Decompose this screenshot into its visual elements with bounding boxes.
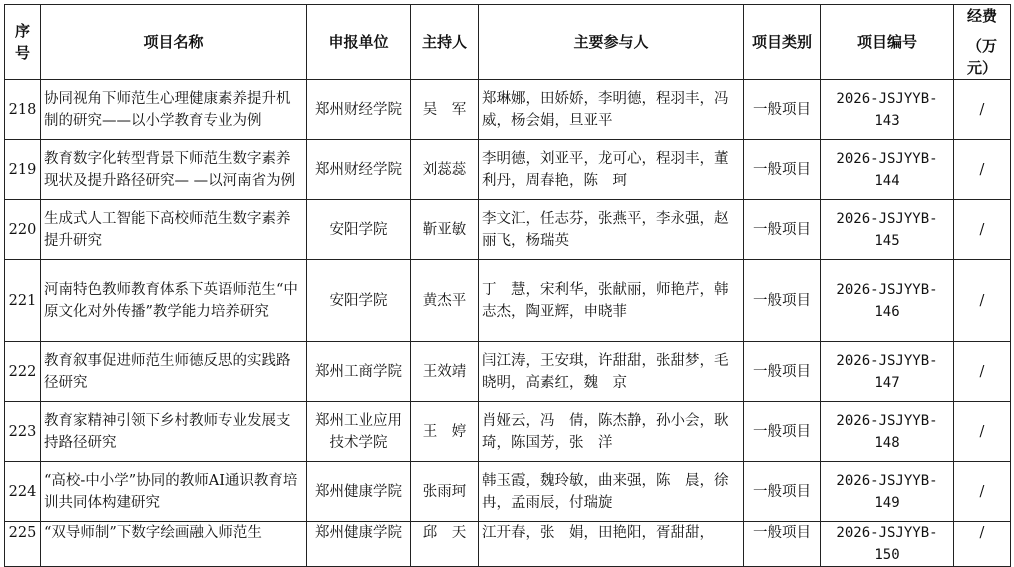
cell-unit: 安阳学院 [307, 200, 411, 260]
cell-index: 221 [5, 260, 41, 342]
cell-participants: 李文汇，任志芬，张燕平，李永强，赵丽飞，杨瑞英 [479, 200, 744, 260]
cell-participants: 李明德，刘亚平，龙可心，程羽丰，董利丹，周春艳，陈 珂 [479, 140, 744, 200]
header-code: 项目编号 [821, 5, 954, 80]
table-row [5, 260, 1011, 342]
cell-name: 河南特色教师教育体系下英语师范生“中原文化对外传播”教学能力培养研究 [41, 260, 307, 342]
table-row [5, 522, 1011, 567]
table-row [5, 80, 1011, 140]
cell-category: 一般项目 [744, 260, 821, 342]
table-row [5, 342, 1011, 402]
cell-unit: 郑州工业应用技术学院 [307, 402, 411, 462]
header-host: 主持人 [411, 5, 479, 80]
cell-name: “双导师制”下数字绘画融入师范生 [41, 522, 307, 567]
cell-unit: 郑州健康学院 [307, 522, 411, 567]
header-row [5, 5, 1011, 80]
cell-host: 靳亚敏 [411, 200, 479, 260]
cell-index: 224 [5, 462, 41, 522]
cell-participants: 闫江涛，王安琪，许甜甜，张甜梦，毛晓明，高素红，魏 京 [479, 342, 744, 402]
cell-unit: 郑州财经学院 [307, 140, 411, 200]
cell-funds: / [954, 402, 1011, 462]
cell-category: 一般项目 [744, 402, 821, 462]
cell-index: 219 [5, 140, 41, 200]
cell-unit: 安阳学院 [307, 260, 411, 342]
header-index: 序号 [5, 5, 41, 80]
cell-name: 教育家精神引领下乡村教师专业发展支持路径研究 [41, 402, 307, 462]
project-table [4, 4, 1011, 567]
cell-unit: 郑州财经学院 [307, 80, 411, 140]
cell-category: 一般项目 [744, 200, 821, 260]
cell-index: 223 [5, 402, 41, 462]
cell-index: 218 [5, 80, 41, 140]
cell-participants: 江开春，张 娟，田艳阳，胥甜甜， [479, 522, 744, 567]
cell-code: 2026-JSJYYB-147 [821, 342, 954, 402]
cell-code: 2026-JSJYYB-150 [821, 522, 954, 567]
cell-index: 220 [5, 200, 41, 260]
table-row [5, 200, 1011, 260]
cell-code: 2026-JSJYYB-143 [821, 80, 954, 140]
cell-host: 邱 天 [411, 522, 479, 567]
cell-code: 2026-JSJYYB-149 [821, 462, 954, 522]
header-name: 项目名称 [41, 5, 307, 80]
cell-host: 黄杰平 [411, 260, 479, 342]
cell-participants: 丁 慧，宋利华，张献丽，师艳芹，韩志杰，陶亚辉，申晓菲 [479, 260, 744, 342]
cell-category: 一般项目 [744, 80, 821, 140]
cell-host: 吴 军 [411, 80, 479, 140]
cell-funds: / [954, 80, 1011, 140]
cell-category: 一般项目 [744, 462, 821, 522]
cell-funds: / [954, 462, 1011, 522]
cell-name: “高校-中小学”协同的教师AI通识教育培训共同体构建研究 [41, 462, 307, 522]
cell-host: 张雨珂 [411, 462, 479, 522]
header-funds [954, 5, 1011, 80]
cell-name: 协同视角下师范生心理健康素养提升机制的研究——以小学教育专业为例 [41, 80, 307, 140]
cell-name: 生成式人工智能下高校师范生数字素养提升研究 [41, 200, 307, 260]
cell-funds: / [954, 342, 1011, 402]
cell-funds: / [954, 200, 1011, 260]
cell-host: 刘蕊蕊 [411, 140, 479, 200]
cell-unit: 郑州健康学院 [307, 462, 411, 522]
cell-host: 王效靖 [411, 342, 479, 402]
cell-category: 一般项目 [744, 522, 821, 567]
header-funds-line1: 经费 [966, 7, 997, 25]
cell-category: 一般项目 [744, 342, 821, 402]
cell-code: 2026-JSJYYB-148 [821, 402, 954, 462]
header-funds-line2: （万元） [966, 37, 997, 77]
cell-code: 2026-JSJYYB-146 [821, 260, 954, 342]
cell-funds: / [954, 260, 1011, 342]
cell-participants: 韩玉霞，魏玲敏，曲来强，陈 晨，徐 冉，孟雨辰，付瑞旋 [479, 462, 744, 522]
cell-host: 王 婷 [411, 402, 479, 462]
cell-participants: 郑琳娜，田娇娇，李明德，程羽丰，冯 威，杨会娟，旦亚平 [479, 80, 744, 140]
cell-index: 225 [5, 522, 41, 567]
cell-funds: / [954, 522, 1011, 567]
table-row [5, 402, 1011, 462]
cell-name: 教育叙事促进师范生师德反思的实践路径研究 [41, 342, 307, 402]
table-row [5, 462, 1011, 522]
cell-code: 2026-JSJYYB-145 [821, 200, 954, 260]
cell-index: 222 [5, 342, 41, 402]
cell-participants: 肖娅云，冯 倩，陈杰静，孙小会，耿 琦，陈国芳，张 洋 [479, 402, 744, 462]
cell-name: 教育数字化转型背景下师范生数字素养现状及提升路径研究— —以河南省为例 [41, 140, 307, 200]
cell-category: 一般项目 [744, 140, 821, 200]
header-category: 项目类别 [744, 5, 821, 80]
cell-code: 2026-JSJYYB-144 [821, 140, 954, 200]
table-row [5, 140, 1011, 200]
cell-funds: / [954, 140, 1011, 200]
header-participants: 主要参与人 [479, 5, 744, 80]
cell-unit: 郑州工商学院 [307, 342, 411, 402]
header-unit: 申报单位 [307, 5, 411, 80]
